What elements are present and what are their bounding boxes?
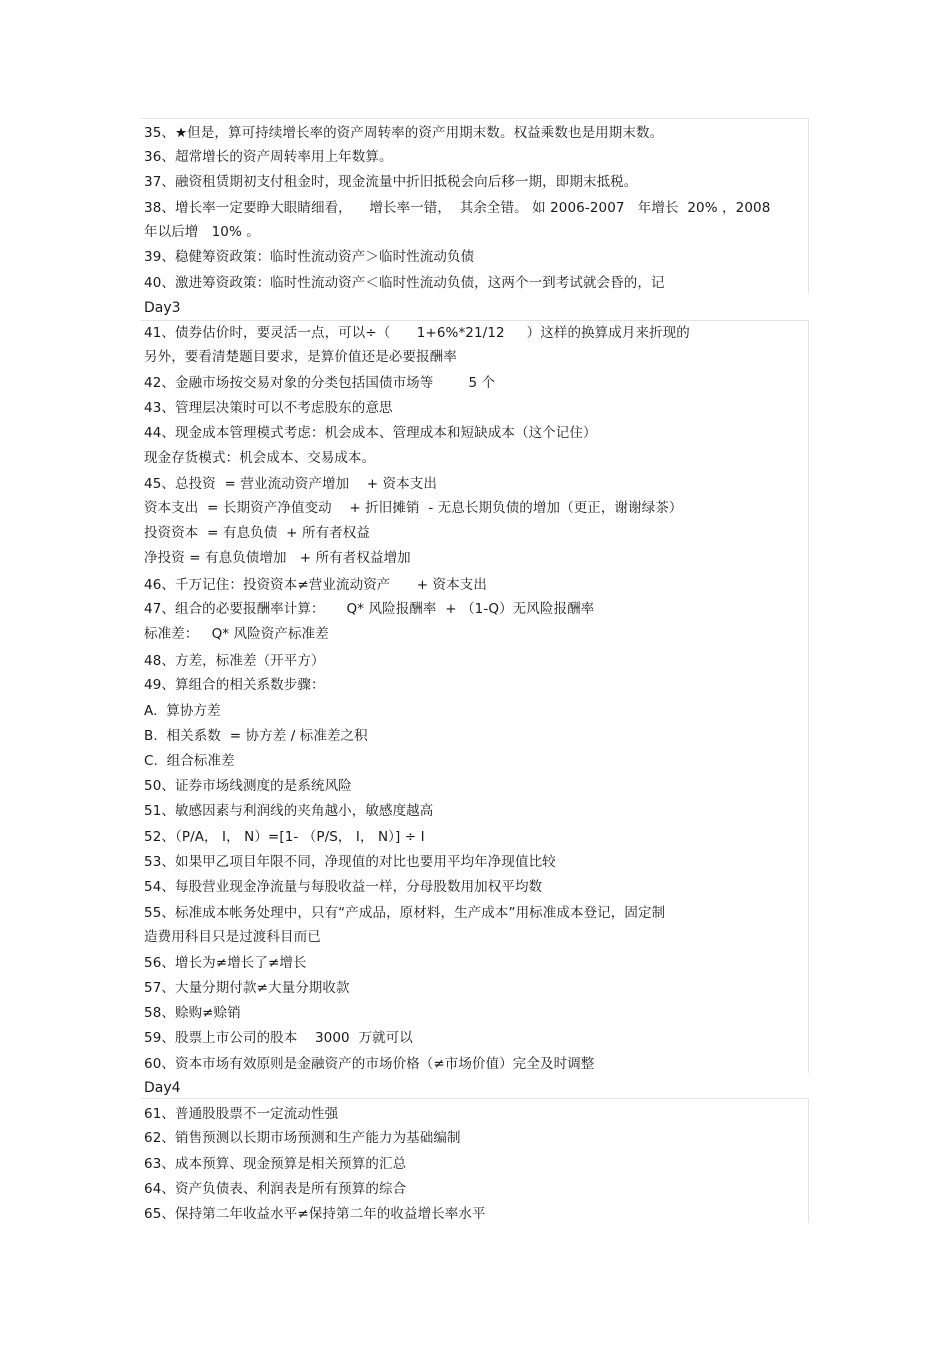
note-line: 39、稳健筹资政策：临时性流动资产＞临时性流动负债: [144, 249, 475, 265]
note-line: 40、激进筹资政策：临时性流动资产＜临时性流动负债，这两个一到考试就会昏的，记: [144, 275, 665, 291]
note-line: 60、资本市场有效原则是金融资产的市场价格（≠市场价值）完全及时调整: [144, 1056, 595, 1072]
note-line: 65、保持第二年收益水平≠保持第二年的收益增长率水平: [144, 1206, 486, 1222]
day-heading: Day3: [144, 300, 181, 316]
note-line: 47、组合的必要报酬率计算： Q* 风险报酬率 + （1-Q）无风险报酬率: [144, 601, 595, 617]
note-line: 46、千万记住：投资资本≠营业流动资产 + 资本支出: [144, 577, 487, 593]
note-line: 42、金融市场按交易对象的分类包括国债市场等 5 个: [144, 375, 496, 391]
day-heading: Day4: [144, 1080, 181, 1096]
note-line: 61、普通股股票不一定流动性强: [144, 1106, 339, 1122]
note-line: 37、融资租赁期初支付租金时，现金流量中折旧抵税会向后移一期，即期末抵税。: [144, 174, 638, 190]
note-line: 资本支出 = 长期资产净值变动 + 折旧摊销 - 无息长期负债的增加（更正，谢谢绿茶）: [144, 500, 683, 516]
note-line: 造费用科目只是过渡科目而已: [144, 929, 321, 945]
note-line: 62、销售预测以长期市场预测和生产能力为基础编制: [144, 1130, 461, 1146]
note-line: 35、★但是，算可持续增长率的资产周转率的资产用期末数。权益乘数也是用期末数。: [144, 125, 664, 141]
note-line: 38、增长率一定要睁大眼睛细看， 增长率一错， 其余全错。 如 2006-2007 年增长 20% ，2008: [144, 200, 771, 216]
note-line: 53、如果甲乙项目年限不同，净现值的对比也要用平均年净现值比较: [144, 854, 556, 870]
note-line: 55、标准成本帐务处理中，只有“产成品，原材料，生产成本”用标准成本登记，固定制: [144, 905, 666, 921]
note-line: 58、赊购≠赊销: [144, 1005, 241, 1021]
note-line: 投资资本 = 有息负债 + 所有者权益: [144, 525, 370, 541]
note-line: 48、方差，标准差（开平方）: [144, 653, 325, 669]
note-line: B. 相关系数 = 协方差 / 标准差之积: [144, 728, 368, 744]
note-line: 45、总投资 = 营业流动资产增加 + 资本支出: [144, 476, 437, 492]
note-line: 63、成本预算、现金预算是相关预算的汇总: [144, 1156, 407, 1172]
note-line: 净投资 = 有息负债增加 + 所有者权益增加: [144, 550, 411, 566]
note-line: 57、大量分期付款≠大量分期收款: [144, 980, 350, 996]
note-line: 64、资产负债表、利润表是所有预算的综合: [144, 1181, 407, 1197]
note-line: 51、敏感因素与利润线的夹角越小，敏感度越高: [144, 803, 434, 819]
note-line: 标准差： Q* 风险资产标准差: [144, 626, 329, 642]
note-line: 59、股票上市公司的股本 3000 万就可以: [144, 1030, 413, 1046]
note-line: 43、管理层决策时可以不考虑股东的意思: [144, 400, 393, 416]
note-line: 41、债券估价时，要灵活一点，可以÷（ 1+6%*21/12 ）这样的换算成月来折现的: [144, 325, 690, 341]
note-line: C. 组合标准差: [144, 753, 235, 769]
note-line: 52、（P/A， I， N）=[1- （P/S， I， N）] ÷ I: [144, 829, 425, 845]
note-line: 年以后增 10% 。: [144, 224, 260, 240]
note-line: 50、证券市场线测度的是系统风险: [144, 778, 352, 794]
note-line: 49、算组合的相关系数步骤：: [144, 677, 325, 693]
note-line: A. 算协方差: [144, 703, 221, 719]
note-line: 56、增长为≠增长了≠增长: [144, 955, 307, 971]
note-line: 54、每股营业现金净流量与每股收益一样，分母股数用加权平均数: [144, 879, 543, 895]
note-line: 现金存货模式：机会成本、交易成本。: [144, 450, 376, 466]
note-line: 36、超常增长的资产周转率用上年数算。: [144, 149, 393, 165]
note-line: 44、现金成本管理模式考虑：机会成本、管理成本和短缺成本（这个记住）: [144, 425, 597, 441]
note-line: 另外，要看清楚题目要求，是算价值还是必要报酬率: [144, 349, 457, 365]
